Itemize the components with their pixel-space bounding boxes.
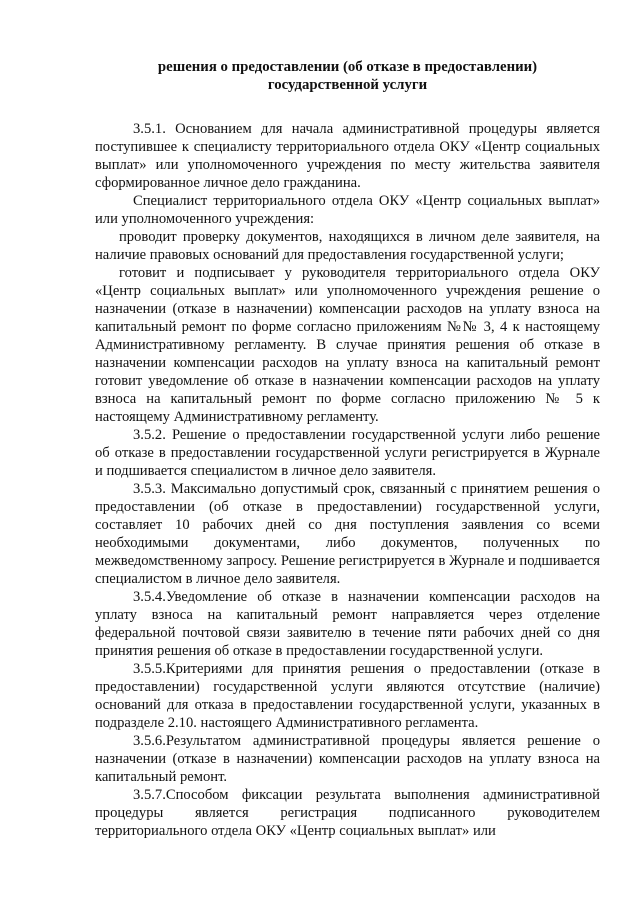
paragraph-3-5-6: 3.5.6.Результатом административной процедуры является решение о назначении (отказе в назначении) компенсации расходов на уплату взноса на капитальный ремонт. <box>95 733 600 785</box>
paragraph-3-5-2: 3.5.2. Решение о предоставлении государственной услуги либо решение об отказе в предоставлении государственной услуги регистрируется в Журнале и подшивается специалистом в личное дело заявителя. <box>95 427 600 479</box>
document-page <box>95 58 600 840</box>
paragraph-3-5-1: 3.5.1. Основанием для начала административной процедуры является поступившее к специалисту территориального отдела ОКУ «Центр социальных выплат» или уполномоченного учреждения по месту жительства заявителя сформированное личное дело гражданина. <box>95 121 600 191</box>
paragraph-3-5-4: 3.5.4.Уведомление об отказе в назначении компенсации расходов на уплату взноса на капитальный ремонт направляется через отделение федеральной почтовой связи заявителю в течение пяти рабочих дней со дня принятия решения об отказе в предоставлении государственной услуги. <box>95 589 600 659</box>
paragraph-document-check: проводит проверку документов, находящихся в личном деле заявителя, на наличие правовых оснований для предоставления государственной услуги; <box>95 229 600 263</box>
paragraph-specialist-intro: Специалист территориального отдела ОКУ «Центр социальных выплат» или уполномоченного учреждения: <box>95 193 600 227</box>
paragraph-3-5-5: 3.5.5.Критериями для принятия решения о предоставлении (отказе в предоставлении) государственной услуги являются отсутствие (наличие) оснований для отказа в предоставлении государственной услуги, указанных в подразделе 2.10. настоящего Административного регламента. <box>95 661 600 731</box>
paragraph-prepare-decision: готовит и подписывает у руководителя территориального отдела ОКУ «Центр социальных выплат» или уполномоченного учреждения решение о назначении (отказе в назначении) компенсации расходов на уплату взноса на капитальный ремонт по форме согласно приложениям №№ 3, 4 к настоящему Административному регламенту. В случае принятия решения об отказе в назначении компенсации расходов на уплату взноса на капитальный ремонт готовит уведомление об отказе в назначении компенсации расходов на уплату взноса на капитальный ремонт по форме согласно приложению № 5 к настоящему Административному регламенту. <box>95 265 600 425</box>
paragraph-3-5-3: 3.5.3. Максимально допустимый срок, связанный с принятием решения о предоставлении (об отказе в предоставлении) государственной услуги, составляет 10 рабочих дней со дня поступления заявления со всеми необходимыми документами, либо документов, полученных по межведомственному запросу. Решение регистрируется в Журнале и подшивается специалистом в личное дело заявителя. <box>95 481 600 587</box>
section-title-line-2: государственной услуги <box>267 77 428 93</box>
paragraph-3-5-7: 3.5.7.Способом фиксации результата выполнения административной процедуры является регистрация подписанного руководителем территориального отдела ОКУ «Центр социальных выплат» или <box>95 787 600 839</box>
section-title <box>95 58 600 94</box>
section-title-line-1: решения о предоставлении (об отказе в предоставлении) <box>157 59 538 75</box>
